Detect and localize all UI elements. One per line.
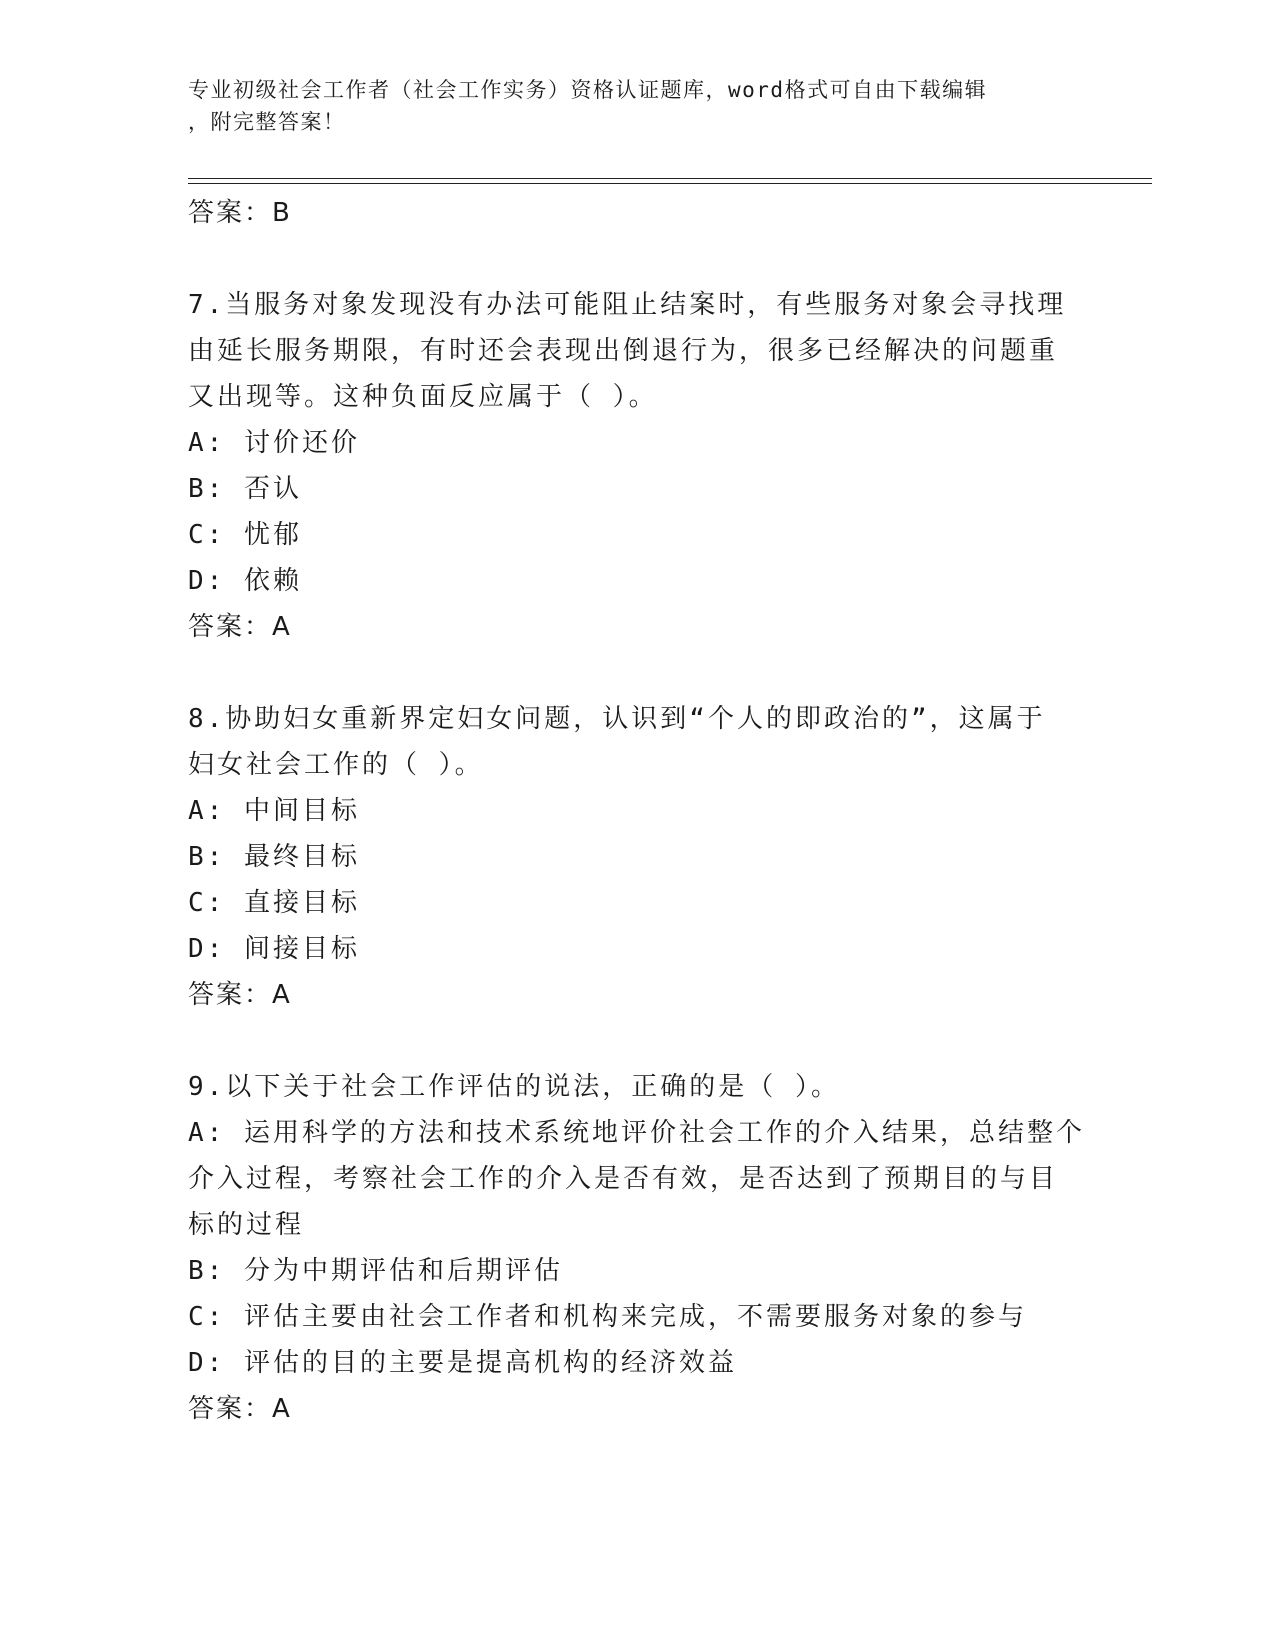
option-text: A: 讨价还价 <box>188 428 360 458</box>
header-line-1: 专业初级社会工作者（社会工作实务）资格认证题库，word格式可自由下载编辑 <box>188 78 988 102</box>
option-text: 介入过程，考察社会工作的介入是否有效，是否达到了预期目的与目 <box>188 1164 1059 1194</box>
document-header <box>188 74 1068 138</box>
option-text: C: 直接目标 <box>188 888 360 918</box>
option-text: D: 间接目标 <box>188 934 360 964</box>
option-text: B: 分为中期评估和后期评估 <box>188 1256 563 1286</box>
option-d <box>188 558 1088 604</box>
question-text <box>188 282 1088 420</box>
answer: 答案：A <box>188 980 292 1010</box>
option-text: A: 运用科学的方法和技术系统地评价社会工作的介入结果，总结整个 <box>188 1118 1085 1148</box>
option-text: B: 最终目标 <box>188 842 360 872</box>
option-text: C: 评估主要由社会工作者和机构来完成，不需要服务对象的参与 <box>188 1302 1027 1332</box>
option-text: 标的过程 <box>188 1210 305 1240</box>
option-b <box>188 466 1088 512</box>
question-text <box>188 696 1088 788</box>
option-d <box>188 926 1088 972</box>
previous-answer: 答案：B <box>188 198 292 228</box>
question-9 <box>188 1064 1088 1432</box>
option-text: B: 否认 <box>188 474 302 504</box>
question-8 <box>188 696 1088 1018</box>
option-a <box>188 1110 1088 1248</box>
question-line: 又出现等。这种负面反应属于（ ）。 <box>188 382 658 412</box>
question-line: 9.以下关于社会工作评估的说法，正确的是（ ）。 <box>188 1072 840 1102</box>
option-text: A: 中间目标 <box>188 796 360 826</box>
option-a <box>188 788 1088 834</box>
question-line: 8.协助妇女重新界定妇女问题，认识到“个人的即政治的”，这属于 <box>188 704 1046 734</box>
question-list <box>188 190 1088 1432</box>
option-b <box>188 1248 1088 1294</box>
option-a <box>188 420 1088 466</box>
option-text: C: 忧郁 <box>188 520 302 550</box>
option-text: D: 依赖 <box>188 566 302 596</box>
question-7 <box>188 282 1088 650</box>
option-text: D: 评估的目的主要是提高机构的经济效益 <box>188 1348 737 1378</box>
header-line-2: ，附完整答案！ <box>188 110 346 134</box>
answer: 答案：A <box>188 612 292 642</box>
option-c <box>188 1294 1088 1340</box>
option-c <box>188 880 1088 926</box>
header-rule-bottom <box>188 183 1152 184</box>
question-line: 7.当服务对象发现没有办法可能阻止结案时，有些服务对象会寻找理 <box>188 290 1067 320</box>
header-rule-top <box>188 178 1152 179</box>
option-d <box>188 1340 1088 1386</box>
question-line: 妇女社会工作的（ ）。 <box>188 750 484 780</box>
question-line: 由延长服务期限，有时还会表现出倒退行为，很多已经解决的问题重 <box>188 336 1059 366</box>
option-c <box>188 512 1088 558</box>
answer: 答案：A <box>188 1394 292 1424</box>
option-b <box>188 834 1088 880</box>
question-text <box>188 1064 1088 1110</box>
